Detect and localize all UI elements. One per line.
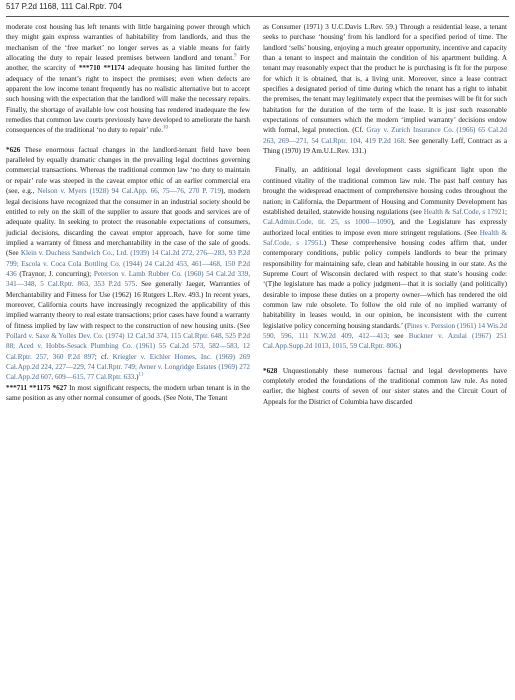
footnote-ref-9[interactable]: 9 xyxy=(233,53,237,59)
citation-link[interactable]: Gray v. Zurich Insurance Co. (1966) 65 Cal.2d 263, 269—271, 54 Cal.Rptr. 104, 419 P.2d 168 xyxy=(263,126,507,145)
citation-link[interactable]: Klein v. Duchess Sandwich Co., Ltd. (1939) 14 Cal.2d 272, 276—283, 93 P.2d 799; Escola v. Coca Cola Bottling Co. (1944) 24 Cal.2d 453, 461—468, 150 P.2d 436 xyxy=(6,249,250,278)
paragraph-4: as Consumer (1971) 3 U.C.Davis L.Rev. 59.) Through a residential lease, a tenant seeks to purchase ‘housing’ from his landlord for a specified period of time. The landlord ‘sells’ housing, enjoying a much greater opportunity, incentive and capacity than a tenant to inspect and maintain the condition of his apartment building. A tenant may reasonably expect that the product he is purchasing is fit for the purpose for which it is obtained, that is, a living unit. Moreover, since a lease contract specifies a designated period of time during which the tenant has a right to inhabit the premises, the tenant may legitimately expect that the premises will be fit for such habitation for the duration of the term of the lease. It is just such reasonable expectations of consumers which the modern ‘implied warranty’ decisions endow with formal, legal protection. (Cf. Gray v. Zurich Insurance Co. (1966) 65 Cal.2d 263, 269—271, 54 Cal.Rptr. 104, 419 P.2d 168. See generally Leff, Contract as a Thing (1970) 19 Am.U.L.Rev. 131.) xyxy=(263,23,507,156)
citation-link[interactable]: Kriegler v. Eichler Homes, Inc. (1969) 269 Cal.App.2d 224, 227—229, 74 Cal.Rptr. 749; Avner v. Longridge Estates (1969) 272 Cal.App.2d 607, 609—615, 77 Cal.Rptr. 633 xyxy=(6,352,251,382)
header-rule xyxy=(6,16,509,17)
citation-link[interactable]: Health & Saf.Code, s 17951 xyxy=(263,228,507,247)
right-column xyxy=(263,22,507,407)
star-page-marker: *628 xyxy=(263,366,278,375)
citation-link[interactable]: Pines v. Perssion (1961) 14 Wis.2d 590, 596, 111 N.W.2d 409, 412—413 xyxy=(263,321,507,340)
citation-link[interactable]: Cal.Admin.Code, tit. 25, ss 1000—1090 xyxy=(263,218,391,227)
paragraph-5: Finally, an additional legal development casts significant light upon the continued vitality of the traditional common law rule. The past half century has brought the widespread enactment of comprehensive housing codes throughout the nation; in California, the Department of Housing and Community Development has established detailed, statewide housing regulations (see Health & Saf.Code, s 17921; Cal.Admin.Code, tit. 25, ss 1000—1090), and the Legislature has expressly authorized local entities to impose even more stringent regulations. (See Health & Saf.Code, s 17951.) These comprehensive housing codes affirm that, under contemporary conditions, public policy compels landlords to bear the primary responsibility for maintaining safe, clean and habitable housing in our state. As the Supreme Court of Wisconsin declared with respect to that state’s housing code: ‘(T)he legislature has made a policy judgment—that it is socially (and politically) desirable to impose these duties on a property owner—which has rendered the old common law rule obsolete. To follow the old rule of no implied warranty of habitability in leases would, in our opinion, be inconsistent with the current legislative policy concerning housing standards.’ (Pines v. Perssion (1961) 14 Wis.2d 590, 596, 111 N.W.2d 409, 412—413; see Buckner v. Azulai (1967) 251 Cal.App.Supp.2d 1013, 1015, 59 Cal.Rptr. 806.) xyxy=(263,166,508,351)
footnote-ref-11[interactable]: 11 xyxy=(138,372,144,378)
citation-link[interactable]: Health & Saf.Code, s 17921 xyxy=(423,207,506,216)
citation-link[interactable]: Nelson v. Myers (1928) 94 Cal.App. 66, 75—76, 270 P. 719 xyxy=(37,187,222,196)
citation-link[interactable]: Buckner v. Azulai (1967) 251 Cal.App.Supp.2d 1013, 1015, 59 Cal.Rptr. 806 xyxy=(263,331,508,351)
footnote-ref-10[interactable]: 10 xyxy=(162,126,168,132)
paragraph-2: *626 These enormous factual changes in the landlord-tenant field have been paralleled by equally dramatic changes in the prevailing legal doctrines governing commercial transactions. Whereas the traditional common law ‘no duty to maintain or repair’ rule was steeped in the caveat emptor ethic of an earlier commercial era (see, e.g., Nelson v. Myers (1928) 94 Cal.App. 66, 75—76, 270 P. 719), modern legal decisions have recognized that the consumer in an industrial society should be entitled to rely on the skill of the supplier to assure that goods and services are of adequate quality. In seeking to protect the reasonable expectations of consumers, judicial decisions, discarding the caveat emptor approach, have for some time implied a warranty of fitness and merchantability in the case of the sale of goods. (See Klein v. Duchess Sandwich Co., Ltd. (1939) 14 Cal.2d 272, 276—283, 93 P.2d 799; Escola v. Coca Cola Bottling Co. (1944) 24 Cal.2d 453, 461—468, 150 P.2d 436 (Traynor, J. concurring); Peterson v. Lamb Rubber Co. (1960) 54 Cal.2d 339, 341—348, 5 Cal.Rptr. 863, 353 P.2d 575. See generally Jaeger, Warranties of Merchantability and Fitness for Use (1962) 16 Rutgers L.Rev. 493.) In recent years, moreover, California courts have increasingly recognized the applicability of this implied warranty theory to real estate transactions; prior cases have found a warranty of fitness implied by law with respect to the construction of new housing units. (See Pollard v. Saxe & Yolles Dev. Co. (1974) 12 Cal.3d 374, 115 Cal.Rptr. 648, 525 P.2d 88; Aced v. Hobbs-Sesack Plumbing Co. (1961) 55 Cal.2d 573, 582—583, 12 Cal.Rptr. 257, 360 P.2d 897; cf. Kriegler v. Eichler Homes, Inc. (1969) 269 Cal.App.2d 224, 227—229, 74 Cal.Rptr. 749; Avner v. Longridge Estates (1969) 272 Cal.App.2d 607, 609—615, 77 Cal.Rptr. 633.)$^{11}$ xyxy=(6,145,251,382)
paragraph-1: moderate cost housing has left tenants with little bargaining power through which they might gain express warranties of habitability from landlords, and thus the mechanism of the ‘free market’ no longer serves as a viable means for fairly allocating the duty to repair leased premises between landlord and tenant.$^9$ For another, the scarcity of ***710 **1174 adequate housing has limited further the adequacy of the tenant’s right to inspect the premises; even when defects are apparent the low income tenant frequently has no realistic alternative but to accept such housing with the expectation that the landlord will make the necessary repairs. Finally, the shortage of available low cost housing has rendered inadequate the few remedies that common law courts previously have developed to ameliorate the harsh consequences of the traditional ‘no duty to repair’ rule.$^{10}$ xyxy=(6,23,250,135)
citation-link[interactable]: Peterson v. Lamb Rubber Co. (1960) 54 Cal.2d 339, 341—348, 5 Cal.Rptr. 863, 353 P.2d 575 xyxy=(6,269,251,289)
citation-link[interactable]: Pollard v. Saxe & Yolles Dev. Co. (1974) 12 Cal.3d 374, 115 Cal.Rptr. 648, 525 P.2d 88; Aced v. Hobbs-Sesack Plumbing Co. (1961) 55 Cal.2d 573, 582—583, 12 Cal.Rptr. 257, 360 P.2d 897 xyxy=(6,331,250,361)
left-column xyxy=(6,22,250,403)
page-header: 517 P.2d 1168, 111 Cal.Rptr. 704 xyxy=(6,2,122,11)
paragraph-3: ***711 **1175 *627 In most significant respects, the modern urban tenant is in the same position as any other normal consumer of goods. (See Note, The Tenant xyxy=(6,383,250,403)
star-page-marker: ***710 **1174 xyxy=(78,64,125,73)
star-page-marker: ***711 **1175 *627 xyxy=(6,383,67,392)
star-page-marker: *626 xyxy=(6,145,21,154)
paragraph-6: *628 Unquestionably these numerous factual and legal developments have completely eroded the foundations of the traditional common law rule. As noted earlier, the highest courts of seven of our sister states and the Circuit Court of Appeals for the District of Columbia have discarded xyxy=(263,366,507,406)
